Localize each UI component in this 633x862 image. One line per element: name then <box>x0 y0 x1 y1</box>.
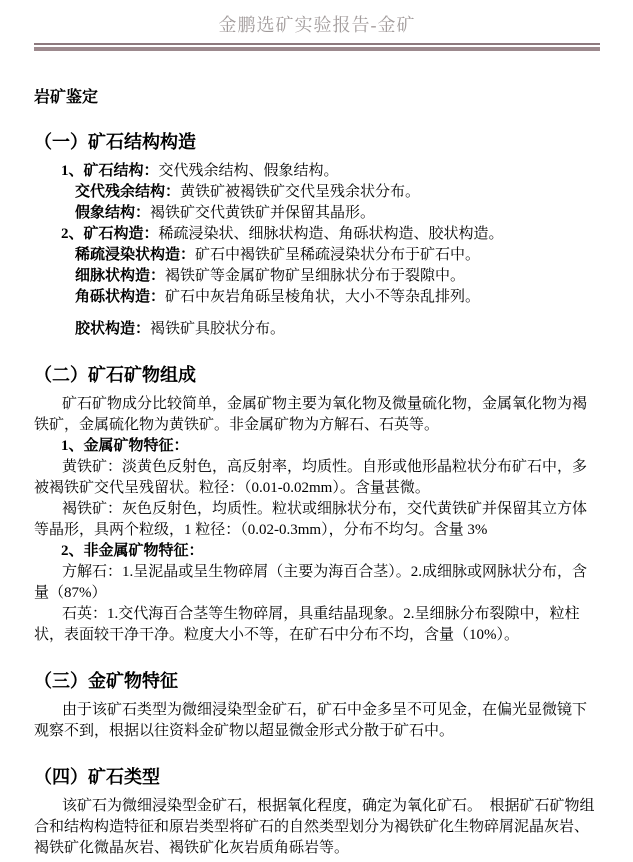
term-calcite <box>34 562 600 604</box>
texture-sub-breccia-label: 角砾状构造： <box>75 289 166 305</box>
structure-sub-pseudomorph <box>75 203 600 224</box>
section-3-paragraph: 由于该矿石类型为微细浸染型金矿石，矿石中金多呈不可见金，在偏光显微镜下观察不到，根据以往资料金矿物以超显微金形式分散于矿石中。 <box>34 702 588 739</box>
texture-sub-veinlet <box>75 266 600 287</box>
texture-sub-disseminated <box>75 245 600 266</box>
term-limonite-text: 灰色反射色，均质性。粒状或细脉状分布，交代黄铁矿并保留其立方体等晶形，具两个粒级，1 粒径：（0.02-0.3mm），分布不均匀。含量 3% <box>34 501 588 538</box>
texture-sub-colloidal-text: 褐铁矿具胶状分布。 <box>150 321 286 337</box>
structure-item-1 <box>61 161 600 182</box>
structure-item-1-label: 1、矿石结构： <box>61 163 159 179</box>
structure-sub-replacement-label: 交代残余结构： <box>75 184 181 200</box>
section-2-intro: 矿石矿物成分比较简单，金属矿物主要为氧化物及微量硫化物，金属氧化物为褐铁矿，金属硫化物为黄铁矿。非金属矿物为方解石、石英等。 <box>34 396 588 433</box>
texture-sub-veinlet-text: 褐铁矿等金属矿物矿呈细脉状分布于裂隙中。 <box>165 268 466 284</box>
texture-sub-colloidal <box>75 319 600 340</box>
term-pyrite <box>34 457 600 499</box>
main-heading: 岩矿鉴定 <box>34 89 99 106</box>
structure-item-2-label: 2、矿石构造： <box>61 226 159 242</box>
metal-minerals-subheading: 1、金属矿物特征： <box>61 438 189 454</box>
texture-sub-breccia-text: 矿石中灰岩角砾呈棱角状，大小不等杂乱排列。 <box>165 289 481 305</box>
section-1-heading: （一）矿石结构构造 <box>34 132 196 152</box>
structure-item-1-text: 交代残余结构、假象结构。 <box>158 163 339 179</box>
structure-sub-pseudomorph-label: 假象结构： <box>75 205 151 221</box>
nonmetal-minerals-subheading: 2、非金属矿物特征： <box>61 543 204 559</box>
texture-sub-colloidal-label: 胶状构造： <box>75 321 151 337</box>
term-quartz-label: 石英： <box>62 606 108 622</box>
structure-item-2 <box>61 224 600 245</box>
section-4-heading: （四）矿石类型 <box>34 767 160 787</box>
header-double-rule <box>34 43 600 51</box>
report-header-title: 金鹏选矿实验报告-金矿 <box>218 15 416 35</box>
structure-item-2-text: 稀疏浸染状、细脉状构造、角砾状构造、胶状构造。 <box>158 226 504 242</box>
section-4-paragraph: 该矿石为微细浸染型金矿石，根据氧化程度，确定为氧化矿石。 根据矿石矿物组合和结构构造特征和原岩类型将矿石的自然类型划分为褐铁矿化生物碎屑泥晶灰岩、褐铁矿化微晶灰岩、褐铁矿化灰岩质角砾岩等。 <box>34 798 595 856</box>
term-limonite-label: 褐铁矿： <box>62 501 123 517</box>
structure-sub-replacement <box>75 182 600 203</box>
structure-sub-pseudomorph-text: 褐铁矿交代黄铁矿并保留其晶形。 <box>150 205 376 221</box>
term-quartz <box>34 604 600 646</box>
texture-sub-disseminated-label: 稀疏浸染状构造： <box>75 247 196 263</box>
term-pyrite-label: 黄铁矿： <box>62 459 123 475</box>
texture-sub-veinlet-label: 细脉状构造： <box>75 268 166 284</box>
term-calcite-label: 方解石： <box>62 564 123 580</box>
term-quartz-text: 1.交代海百合茎等生物碎屑，具重结晶现象。2.呈细脉分布裂隙中，粒柱状，表面较干净干净。粒度大小不等，在矿石中分布不均，含量（10%）。 <box>34 606 580 643</box>
term-pyrite-text: 淡黄色反射色，高反射率，均质性。自形或他形晶粒状分布矿石中，多被褐铁矿交代呈残留状。粒径：（0.01-0.02mm）。含量甚微。 <box>34 459 588 496</box>
section-3-heading: （三）金矿物特征 <box>34 671 178 691</box>
texture-sub-breccia <box>75 287 600 308</box>
structure-sub-replacement-text: 黄铁矿被褐铁矿交代呈残余状分布。 <box>180 184 421 200</box>
section-2-heading: （二）矿石矿物组成 <box>34 365 196 385</box>
term-calcite-text: 1.呈泥晶或呈生物碎屑（主要为海百合茎）。2.成细脉或网脉状分布，含量（87%） <box>34 564 588 601</box>
term-limonite <box>34 499 600 541</box>
texture-sub-disseminated-text: 矿石中褐铁矿呈稀疏浸染状分布于矿石中。 <box>195 247 481 263</box>
